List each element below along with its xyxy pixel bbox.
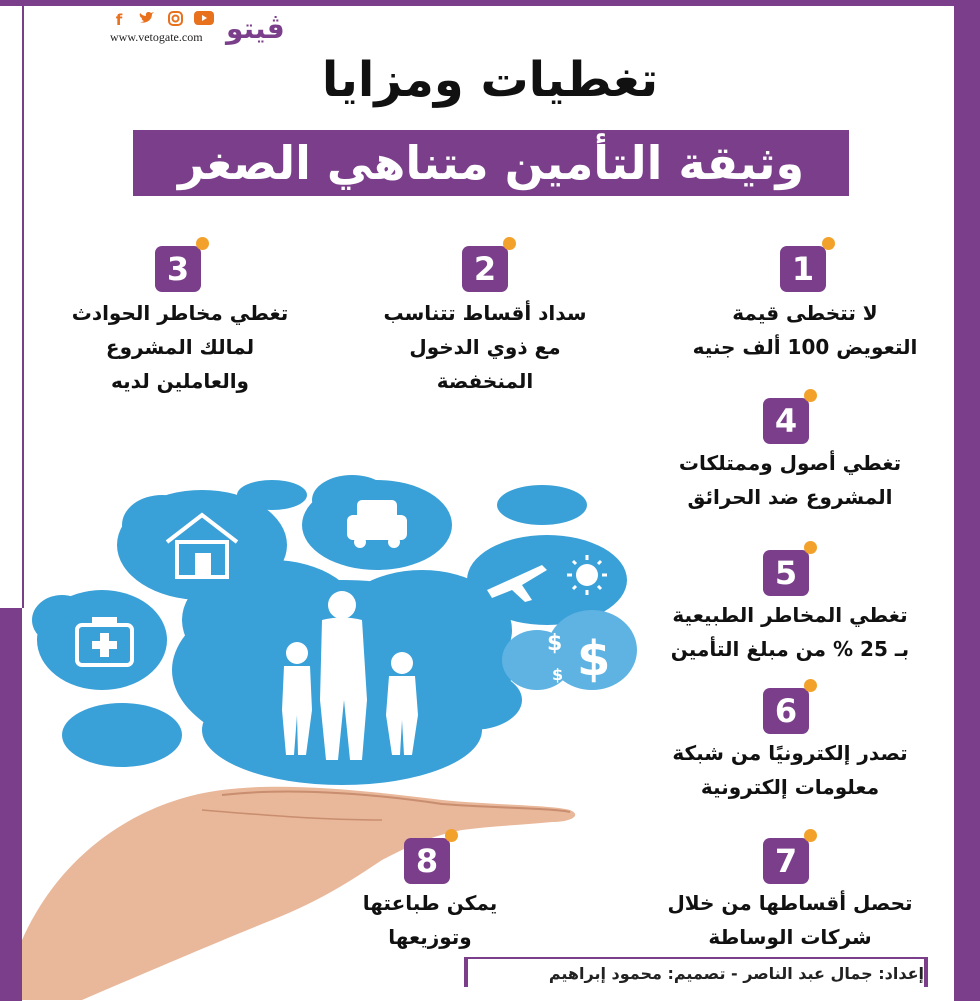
youtube-icon[interactable]	[194, 11, 212, 30]
instagram-icon[interactable]	[166, 11, 184, 30]
frame-left-bar	[0, 608, 22, 1001]
item-text: تغطي مخاطر الحوادث لمالك المشروع والعاملين لديه	[71, 301, 289, 393]
credit-divider-right	[924, 957, 928, 987]
orange-dot	[804, 389, 817, 402]
credits: إعداد: جمال عبد الناصر - تصميم: محمود إبراهيم	[466, 957, 924, 989]
page-subtitle: وثيقة التأمين متناهي الصغر	[133, 130, 849, 196]
item-text: سداد أقساط تتناسب مع ذوي الدخول المنخفضة	[383, 301, 587, 393]
item-text: لا تتخطى قيمة التعويض 100 ألف جنيه	[692, 301, 918, 359]
item-text: تغطي أصول وممتلكات المشروع ضد الحرائق	[678, 451, 902, 509]
item-number-badge: 3	[155, 246, 201, 292]
orange-dot	[822, 237, 835, 250]
social-block	[110, 11, 212, 45]
item-number-badge: 1	[780, 246, 826, 292]
svg-text:$: $	[547, 631, 563, 656]
item-text: تغطي المخاطر الطبيعية بـ 25 % من مبلغ التأمين	[670, 603, 910, 661]
item-number-badge: 7	[763, 838, 809, 884]
frame-right-bar	[954, 0, 980, 1001]
item-number-badge: 8	[404, 838, 450, 884]
orange-dot	[503, 237, 516, 250]
orange-dot	[804, 679, 817, 692]
item-number-badge: 6	[763, 688, 809, 734]
item-number-badge: 4	[763, 398, 809, 444]
facebook-icon[interactable]: f	[115, 11, 123, 29]
svg-text:$: $	[552, 665, 564, 684]
orange-dot	[445, 829, 458, 842]
item-number-badge: 2	[462, 246, 508, 292]
svg-text:$: $	[577, 631, 611, 687]
orange-dot	[804, 829, 817, 842]
orange-dot	[804, 541, 817, 554]
item-text: يمكن طباعتها وتوزيعها	[362, 891, 498, 949]
item-number-badge: 5	[763, 550, 809, 596]
frame-top	[0, 0, 980, 6]
site-url[interactable]: www.vetogate.com	[110, 30, 203, 44]
twitter-icon[interactable]	[138, 11, 156, 30]
page-title: تغطيات ومزايا	[321, 52, 659, 108]
vetogate-logo: ڤيتو	[226, 11, 285, 45]
item-text: تصدر إلكترونيًا من شبكة معلومات إلكترونية	[672, 741, 908, 799]
social-icons	[110, 11, 212, 30]
orange-dot	[196, 237, 209, 250]
header	[110, 10, 285, 46]
item-text: تحصل أقساطها من خلال شركات الوساطة	[667, 891, 913, 949]
